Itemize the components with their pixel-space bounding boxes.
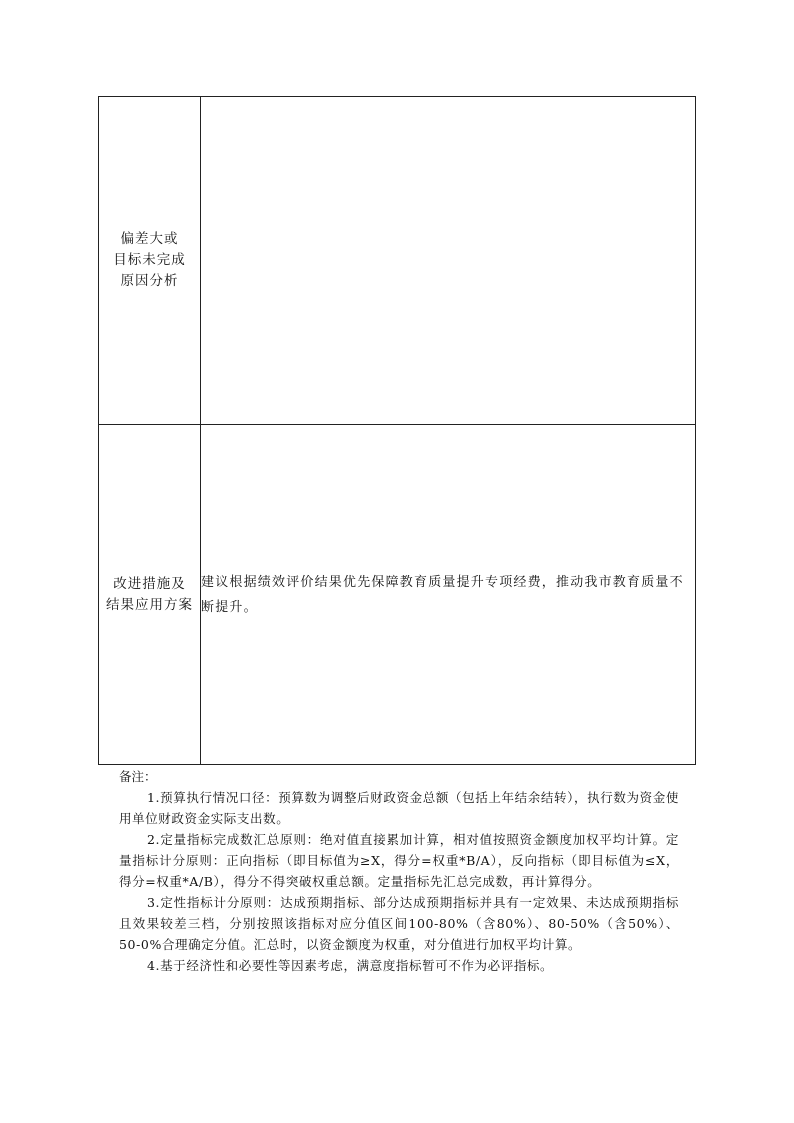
note-item: 4.基于经济性和必要性等因素考虑，满意度指标暂可不作为必评指标。 — [147, 958, 554, 973]
table-row — [99, 425, 696, 765]
note-item: 2.定量指标完成数汇总原则：绝对值直接累加计算，相对值按照资金额度加权平均计算。定量指标计分原则：正向指标（即目标值为≥X，得分=权重*B/A），反向指标（即目标值为≤X，得分=权重*A/B），得分不得突破权重总额。定量指标先汇总完成数，再计算得分。 — [119, 832, 679, 889]
notes-title: 备注： — [119, 769, 157, 784]
table-row — [99, 97, 696, 425]
note-item: 1.预算执行情况口径：预算数为调整后财政资金总额（包括上年结余结转），执行数为资金使用单位财政资金实际支出数。 — [119, 790, 679, 826]
note-item: 3.定性指标计分原则：达成预期指标、部分达成预期指标并具有一定效果、未达成预期指标且效果较差三档，分别按照该指标对应分值区间100-80%（含80%）、80-50%（含50%）、50-0%合理确定分值。汇总时，以资金额度为权重，对分值进行加权平均计算。 — [119, 895, 679, 952]
row-label-deviation-analysis — [99, 97, 201, 425]
label-line: 目标未完成 — [113, 252, 186, 268]
label-line: 偏差大或 — [120, 231, 179, 247]
row-content-deviation-analysis — [201, 97, 696, 425]
notes-section — [119, 766, 679, 976]
label-line: 结果应用方案 — [106, 596, 193, 613]
evaluation-form-table — [98, 96, 696, 765]
row-content-improvement-plan: 建议根据绩效评价结果优先保障教育质量提升专项经费，推动我市教育质量不断提升。 — [201, 425, 696, 765]
label-line: 改进措施及 — [113, 575, 186, 592]
row-label-improvement-plan — [99, 425, 201, 765]
label-line: 原因分析 — [120, 273, 179, 289]
